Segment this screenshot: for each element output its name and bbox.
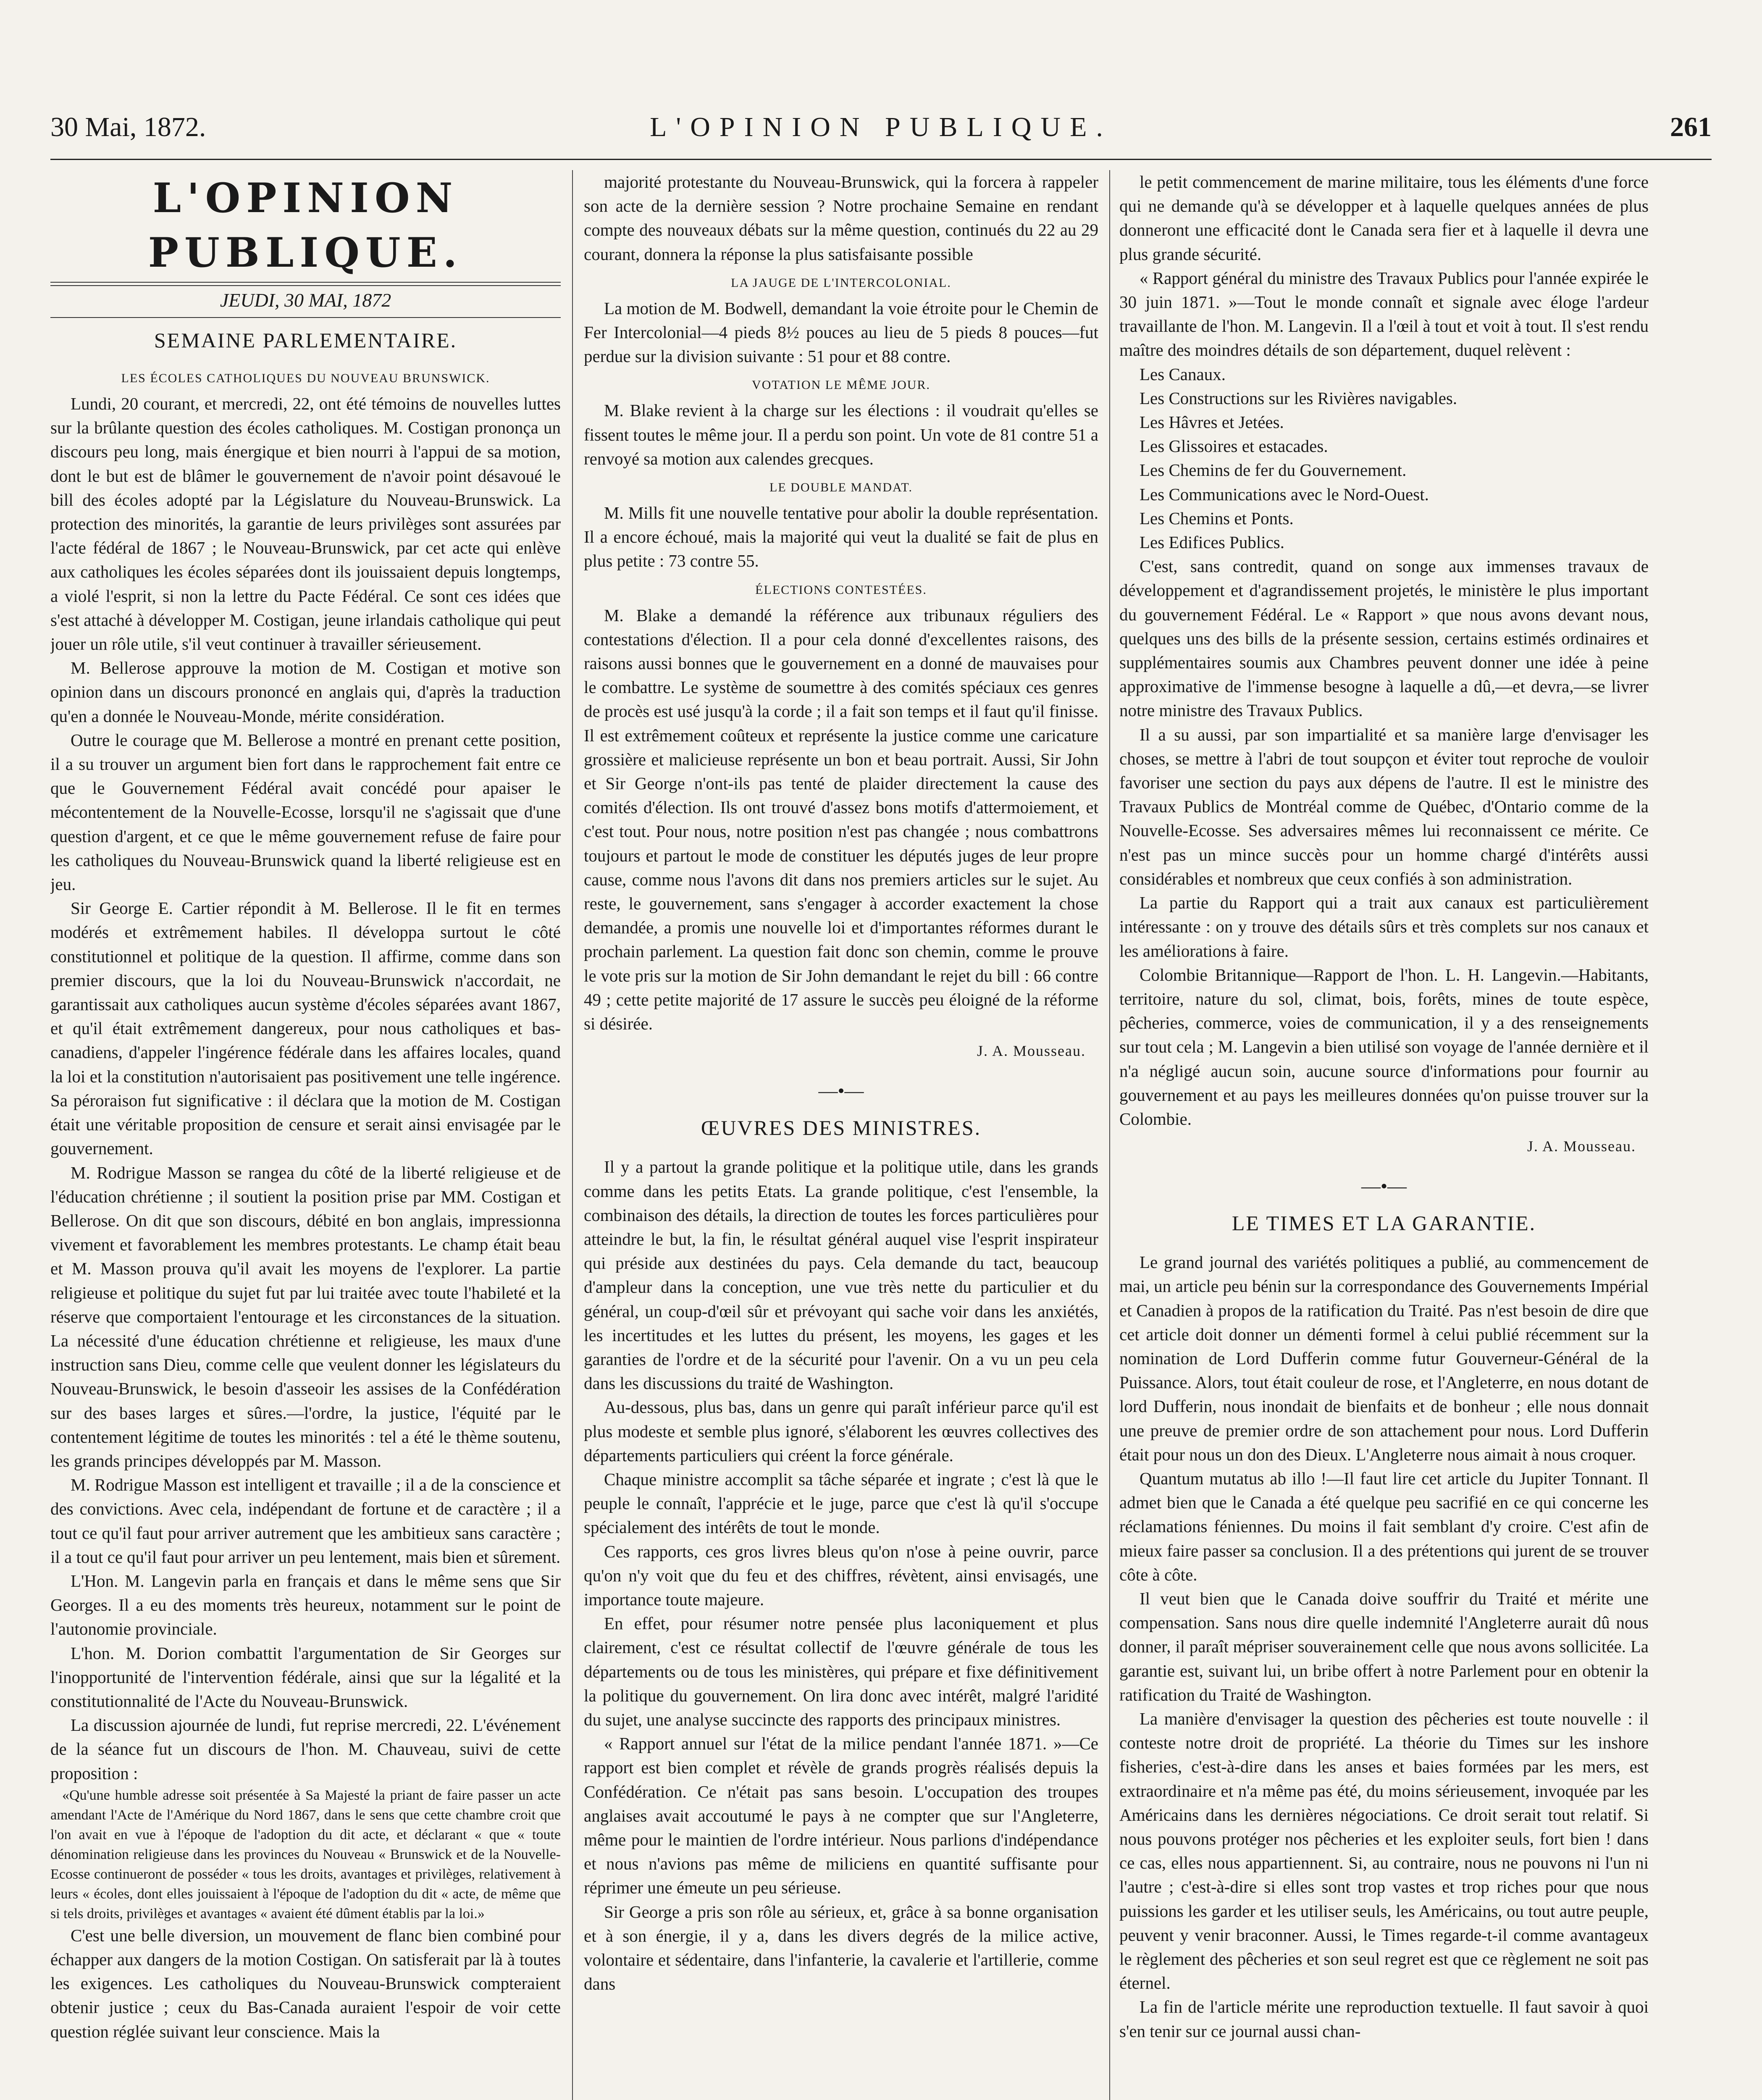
ornament-divider: —•— <box>818 1080 864 1102</box>
column-rule-1 <box>572 170 573 2100</box>
paragraph: L'hon. M. Dorion combattit l'argumentation de Sir Georges sur l'inopportunité de l'intervention fédérale, ainsi que sur la légalité et la constitutionnalité de l'Acte du Nouveau-Brunswick. <box>50 1643 561 1711</box>
list-item: Les Constructions sur les Rivières navigables. <box>1140 388 1457 408</box>
column-rule-2 <box>1109 170 1110 2100</box>
paragraph: Il y a partout la grande politique et la politique utile, dans les grands comme dans les petits Etats. La grande politique, c'est l'ensemble, la combinaison des détails, la direction de toutes les forces particulières pour atteindre le but, la fin, le résultat général auquel vise l'esprit inspirateur qui préside aux destinées du pays. Cela demande du tact, beaucoup d'ampleur dans la conception, une vue très nette du particulier et du général, un coup-d'œil sûr et prévoyant qui sache voir dans les anxiétés, les incertitudes et les luttes du présent, les moyens, les gages et les garanties de l'ordre et de la sécurité pour l'avenir. On a vu un peu cela dans les discussions du traité de Washington. <box>584 1157 1098 1393</box>
paragraph: majorité protestante du Nouveau-Brunswick, qui la forcera à rappeler son acte de la dernière session ? Notre prochaine Semaine en rendant compte des nouveaux débats sur la même question, continués du 22 au 29 courant, donnera la réponse la plus satisfaisante possible <box>584 172 1098 264</box>
paragraph: Au-dessous, plus bas, dans un genre qui paraît inférieur parce qu'il est plus modeste et semble plus ignoré, s'élaborent les œuvres collectives des départements particuliers qui créent la force générale. <box>584 1397 1098 1465</box>
masthead: L'OPINION PUBLIQUE. <box>148 174 463 276</box>
dateline-rule <box>50 317 561 318</box>
paragraph: « Rapport général du ministre des Travaux Publics pour l'année expirée le 30 juin 1871. »—Tout le monde connaît et signale avec éloge l'ardeur travaillante de l'hon. M. Langevin. Il a l'œil à tout et voit à tout. Il s'est rendu maître des moindres détails de son département, duquel relèvent : <box>1119 268 1649 360</box>
masthead-rule <box>50 282 561 286</box>
paragraph: C'est une belle diversion, un mouvement de flanc bien combiné pour échapper aux dangers de la motion Costigan. On satisferait par là à toutes les exigences. Les catholiques du Nouveau-Brunswick compteraient obtenir justice ; ceux du Bas-Canada auraient l'espoir de voir cette question réglée suivant leur conscience. Mais la <box>50 1925 561 2041</box>
paragraph: La fin de l'article mérite une reproduction textuelle. Il faut savoir à quoi s'en tenir sur ce journal aussi chan- <box>1119 1997 1649 2041</box>
paragraph: Sir George a pris son rôle au sérieux, et, grâce à sa bonne organisation et à son énergie, il y a, dans les divers degrés de la milice active, volontaire et sédentaire, dans l'infanterie, la cavalerie et l'artillerie, comme dans <box>584 1902 1098 1994</box>
list-item: Les Edifices Publics. <box>1140 533 1285 552</box>
paragraph: M. Rodrigue Masson est intelligent et travaille ; il a de la conscience et des convictions. Avec cela, indépendant de fortune et de caractère ; il a tout ce qu'il faut pour arriver autrement que les ambitieux sans caractère ; il a tout ce qu'il faut pour arriver un peu lentement, mais bien et sûrement. <box>50 1475 561 1567</box>
subhead-elections: ÉLECTIONS CONTESTÉES. <box>755 583 927 597</box>
paragraph: La motion de M. Bodwell, demandant la voie étroite pour le Chemin de Fer Intercolonial—4 pieds 8½ pouces au lieu de 5 pieds 8 pouces—fut perdue sur la division suivante : 51 pour et 88 contre. <box>584 298 1098 366</box>
journal-title: L'OPINION PUBLIQUE. <box>650 112 1112 142</box>
subhead-votation: VOTATION LE MÊME JOUR. <box>752 378 930 392</box>
signature: J. A. Mousseau. <box>1527 1138 1636 1155</box>
paragraph: Il a su aussi, par son impartialité et sa manière large d'envisager les choses, se mettre à l'abri de tout soupçon et éviter tout reproche de vouloir favoriser une section du pays aux dépens de l'autre. Il est le ministre des Travaux Publics de Montréal comme de Québec, d'Ontario comme de la Nouvelle-Ecosse. Ses adversaires mêmes lui reconnaissent ce mérite. Ce n'est pas un mince succès pour un homme chargé d'intérêts aussi considérables et nombreux que ceux confiés à son administration. <box>1119 724 1649 888</box>
paragraph: L'Hon. M. Langevin parla en français et dans le même sens que Sir Georges. Il a eu des moments très heureux, notamment sur le point de l'autonomie provinciale. <box>50 1571 561 1639</box>
list-item: Les Canaux. <box>1140 364 1226 384</box>
list-item: Les Chemins et Ponts. <box>1140 508 1294 528</box>
column-3 <box>1119 170 1649 2100</box>
subhead-ecoles: LES ÉCOLES CATHOLIQUES DU NOUVEAU BRUNSWICK. <box>121 371 490 385</box>
dateline: JEUDI, 30 MAI, 1872 <box>220 289 391 311</box>
list-item: Les Chemins de fer du Gouvernement. <box>1140 460 1407 480</box>
signature: J. A. Mousseau. <box>977 1042 1086 1060</box>
paragraph: « Rapport annuel sur l'état de la milice pendant l'année 1871. »—Ce rapport est bien complet et révèle de grands progrès réalisés depuis la Confédération. Ce n'était pas sans besoin. L'occupation des troupes anglaises avait accoutumé le pays à ne compter que sur l'Angleterre, même pour le maintien de l'ordre intérieur. Nous parlions d'indépendance et nous n'avions pas même de miliciens en quantité suffisante pour réprimer une émeute un peu sérieuse. <box>584 1734 1098 1898</box>
page-number: 261 <box>1670 112 1712 142</box>
paragraph: Il veut bien que le Canada doive souffrir du Traité et mérite une compensation. Sans nous dire quelle indemnité l'Angleterre aurait dû nous donner, il paraît mépriser souverainement celle que nous avons sollicitée. La garantie est, suivant lui, un bribe offert à notre Parlement pour en obtenir la ratification du Traité de Washington. <box>1119 1588 1649 1704</box>
paragraph: Quantum mutatus ab illo !—Il faut lire cet article du Jupiter Tonnant. Il admet bien que le Canada a été quelque peu sacrifié en ce qui concerne les réclamations féniennes. Du moins il fait semblant d'y croire. C'est afin de mieux faire passer sa conclusion. Il a des prétentions qui jurent de se trouver côte à côte. <box>1119 1468 1649 1584</box>
column-2 <box>584 170 1098 2100</box>
paragraph: M. Bellerose approuve la motion de M. Costigan et motive son opinion dans un discours prononcé en anglais qui, d'après la traduction qu'en a donnée le Nouveau-Monde, mérite considération. <box>50 658 561 726</box>
paragraph: Chaque ministre accomplit sa tâche séparée et ingrate ; c'est là que le peuple le connaît, l'apprécie et le juge, parce que c'est là qu'il s'occupe spécialement des intérêts de tout le monde. <box>584 1469 1098 1537</box>
paragraph: En effet, pour résumer notre pensée plus laconiquement et plus clairement, c'est ce résultat collectif de l'œuvre générale de tous les départements ou de tous les ministères, qui prépare et fixe définitivement la politique du gouvernement. On lira donc avec intérêt, malgré l'aridité du sujet, une analyse succincte des rapports des principaux ministres. <box>584 1614 1098 1729</box>
list-item: Les Glissoires et estacades. <box>1140 436 1328 456</box>
issue-date: 30 Mai, 1872. <box>50 112 206 142</box>
paragraph: M. Rodrigue Masson se rangea du côté de la liberté religieuse et de l'éducation chrétienne ; il soutient la position prise par MM. Costigan et Bellerose. On dit que son discours, débité en bon anglais, impressionna vivement et favorablement les membres protestants. Le champ était beau et M. Masson prouva qu'il avait les moyens de l'explorer. La partie religieuse et politique du sujet fut par lui traitée avec toute l'habileté et la réserve que comportaient l'entourage et les circonstances de la situation. La nécessité d'une éducation chrétienne et religieuse, les maux d'une instruction sans Dieu, comme celle que veulent donner les législateurs du Nouveau-Brunswick, le besoin d'asseoir les assises de la Confédération sur des bases larges et sûres.—l'ordre, la justice, l'équité par le contentement légitime de toutes les minorités : tel a été le thème soutenu, les grands principes développés par M. Masson. <box>50 1163 561 1470</box>
subhead-jauge: LA JAUGE DE L'INTERCOLONIAL. <box>731 276 951 290</box>
paragraph: M. Mills fit une nouvelle tentative pour abolir la double représentation. Il a encore échoué, mais la majorité qui veut la dualité se fait de plus en plus petite : 73 contre 55. <box>584 503 1098 571</box>
list-item: Les Communications avec le Nord-Ouest. <box>1140 484 1429 504</box>
paragraph: M. Blake a demandé la référence aux tribunaux réguliers des contestations d'élection. Il a pour cela donné d'excellentes raisons, des raisons aussi bonnes que le gouvernement en a donné de mauvaises pour le combattre. Le système de soumettre à des comités spéciaux ces genres de procès est usé jusqu'à la corde ; il a fait son temps et il faut qu'il finisse. Il est extrêmement coûteux et représente la justice comme une caricature grossière et malicieuse représente un bon et beau portrait. Aussi, Sir John et Sir George n'ont-ils pas tenté de plaider directement la cause des comités d'élection. Ils ont trouvé d'assez bons motifs d'attermoiement, et c'est tout. Pour nous, notre position n'est pas changée ; nous combattrons toujours et partout le mode de constituer les députés juges de leur propre cause, comme nous l'avons dit dans nos premiers articles sur le sujet. Au reste, le gouvernement, sans s'engager à accorder exactement la chose demandée, a promis une nouvelle loi et d'importantes réformes durant le prochain parlement. La question fait donc son chemin, comme le prouve le vote pris sur la motion de Sir John demandant le rejet du bill : 66 contre 49 ; cette petite majorité de 17 assure le succès peu éloigné de la réforme si désirée. <box>584 605 1098 1034</box>
ornament-divider: —•— <box>1361 1175 1407 1197</box>
column-1 <box>50 170 561 2100</box>
block-quote: «Qu'une humble adresse soit présentée à Sa Majesté la priant de faire passer un acte amendant l'Acte de l'Amérique du Nord 1867, dans le sens que cette chambre croit que l'on avait en vue à l'époque de l'adoption du dit acte, et déclarant « que « toute dénomination religieuse dans les provinces du Nouveau « Brunswick et de la Nouvelle-Ecosse continueront de posséder « tous les droits, avantages et privilèges, relativement à leurs « écoles, dont elles jouissaient à l'époque de l'adoption du dit « acte, de même que si tels droits, privilèges et avantages « avaient été dûment établis par la loi.» <box>50 1787 561 1922</box>
section-title-semaine: SEMAINE PARLEMENTAIRE. <box>154 328 457 352</box>
paragraph: C'est, sans contredit, quand on songe aux immenses travaux de développement et d'agrandissement projetés, le ministère le plus important du gouvernement Fédéral. Le « Rapport » que nous avons devant nous, quelques uns des bills de la présente session, certains estimés ordinaires et supplémentaires soumis aux Chambres peuvent donner une idée à peine approximative de l'immense besogne à laquelle a dû,—et devra,—se livrer notre ministre des Travaux Publics. <box>1119 556 1649 720</box>
section-title-oeuvres: ŒUVRES DES MINISTRES. <box>701 1116 982 1140</box>
paragraph: Le grand journal des variétés politiques a publié, au commencement de mai, un article peu bénin sur la correspondance des Gouvernements Impérial et Canadien à propos de la ratification du Traité. Pas n'est besoin de dire que cet article doit donner un démenti formel à celui publié récemment sur la nomination de Lord Dufferin comme futur Gouverneur-Général de la Puissance. Alors, tout était couleur de rose, et l'Angleterre, en nous dotant de lord Dufferin, nous inondait de bienfaits et de bonheur ; elle nous donnait une preuve de premier ordre de son attachement pour nous. Lord Dufferin était pour nous un don des Dieux. L'Angleterre nous aimait à nous croquer. <box>1119 1252 1649 1464</box>
paragraph: Ces rapports, ces gros livres bleus qu'on n'ose à peine ouvrir, parce qu'on n'y voit que du feu et des chiffres, révètent, ainsi envisagés, une importance toute majeure. <box>584 1541 1098 1609</box>
header-rule <box>50 159 1712 160</box>
list-item: Les Hâvres et Jetées. <box>1140 412 1284 432</box>
paragraph: La discussion ajournée de lundi, fut reprise mercredi, 22. L'événement de la séance fut un discours de l'hon. M. Chauveau, suivi de cette proposition : <box>50 1715 561 1783</box>
paragraph: Lundi, 20 courant, et mercredi, 22, ont été témoins de nouvelles luttes sur la brûlante question des écoles catholiques. M. Costigan prononça un discours peu long, mais énergique et bien nourri à l'appui de sa motion, dont le but est de blâmer le gouvernement de n'avoir point désavoué le bill des écoles adopté par la Législature du Nouveau-Brunswick. La protection des minorités, la garantie de leurs privilèges sont assurées par l'acte fédéral de 1867 ; le Nouveau-Brunswick, par cet acte qui enlève aux catholiques les écoles séparées dont ils jouissaient depuis longtemps, a violé l'esprit, si non la lettre du Pacte Fédéral. Ce sont ces idées que s'est attaché à développer M. Costigan, jeune irlandais catholique qui peut jouer un rôle utile, s'il veut continuer à travailler sérieusement. <box>50 394 561 654</box>
paragraph: La partie du Rapport qui a trait aux canaux est particulièrement intéressante : on y trouve des détails sûrs et très complets sur nos canaux et les améliorations à faire. <box>1119 893 1649 961</box>
paragraph: le petit commencement de marine militaire, tous les éléments d'une force qui ne demande qu'à se développer et à laquelle quelques années de plus donneront une efficacité dont le Canada sera fier et à laquelle il devra une plus grande sécurité. <box>1119 172 1649 264</box>
paragraph: La manière d'envisager la question des pêcheries est toute nouvelle : il conteste notre droit de propriété. La théorie du Times sur les inshore fisheries, c'est-à-dire dans les anses et baies formées par les mers, est extraordinaire et n'a même pas été, du moins sérieusement, invoquée par les Américains dans les dernières négociations. Ce droit serait tout relatif. Si nous pouvons protéger nos pêcheries et les exploiter seuls, fort bien ! dans ce cas, elles nous appartiennent. Si, au contraire, nous ne pouvons ni l'un ni l'autre ; c'est-à-dire si elles sont trop vastes et trop riches pour que nous puissions les garder et les utiliser seuls, les Américains, ou tout autre peuple, peuvent y venir braconner. Aussi, le Times regarde-t-il comme avantageux le règlement des pêcheries et son seul regret est que ce règlement ne soit pas éternel. <box>1119 1709 1649 1993</box>
section-title-times: LE TIMES ET LA GARANTIE. <box>1232 1211 1536 1235</box>
paragraph: M. Blake revient à la charge sur les élections : il voudrait qu'elles se fissent toutes le même jour. Il a perdu son point. Un vote de 81 contre 51 a renvoyé sa motion aux calendes grecques. <box>584 401 1098 468</box>
running-head <box>46 107 1716 158</box>
paragraph: Sir George E. Cartier répondit à M. Bellerose. Il le fit en termes modérés et extrêmement habiles. Il développa surtout le côté constitutionnel et politique de la question. Il affirme, comme dans son premier discours, que la loi du Nouveau-Brunswick n'accordait, ne garantissait aux catholiques aucun système d'écoles séparées avant 1867, et qu'il était extrêmement dangereux, pour nous catholiques et bas-canadiens, d'appeler l'ingérence fédérale dans les affaires locales, quand la loi et la constitution n'autorisaient pas positivement une telle ingérence. Sa péroraison fut significative : il déclara que la motion de M. Costigan était une véritable proposition de censure et serait ainsi envisagée par le gouvernement. <box>50 898 561 1158</box>
paragraph: Colombie Britannique—Rapport de l'hon. L. H. Langevin.—Habitants, territoire, nature du sol, climat, bois, forêts, mines de toute espèce, pêcheries, commerce, voies de communication, il y a des renseignements sur tout cela ; M. Langevin a bien utilisé son voyage de l'année dernière et il n'a négligé aucun soin, aucune source d'informations pour fournir au gouvernement et au pays les meilleures données qu'on puisse trouver sur la Colombie. <box>1119 965 1649 1129</box>
paragraph: Outre le courage que M. Bellerose a montré en prenant cette position, il a su trouver un argument bien fort dans le rapprochement fait entre ce que le Gouvernement Fédéral avait concédé pour apaiser le mécontentement de la Nouvelle-Ecosse, lorsqu'il ne s'agissait que d'une question d'argent, et ce que le même gouvernement refuse de faire pour les catholiques du Nouveau-Brunswick quand la liberté religieuse est en jeu. <box>50 730 561 894</box>
subhead-double-mandat: LE DOUBLE MANDAT. <box>769 480 913 495</box>
